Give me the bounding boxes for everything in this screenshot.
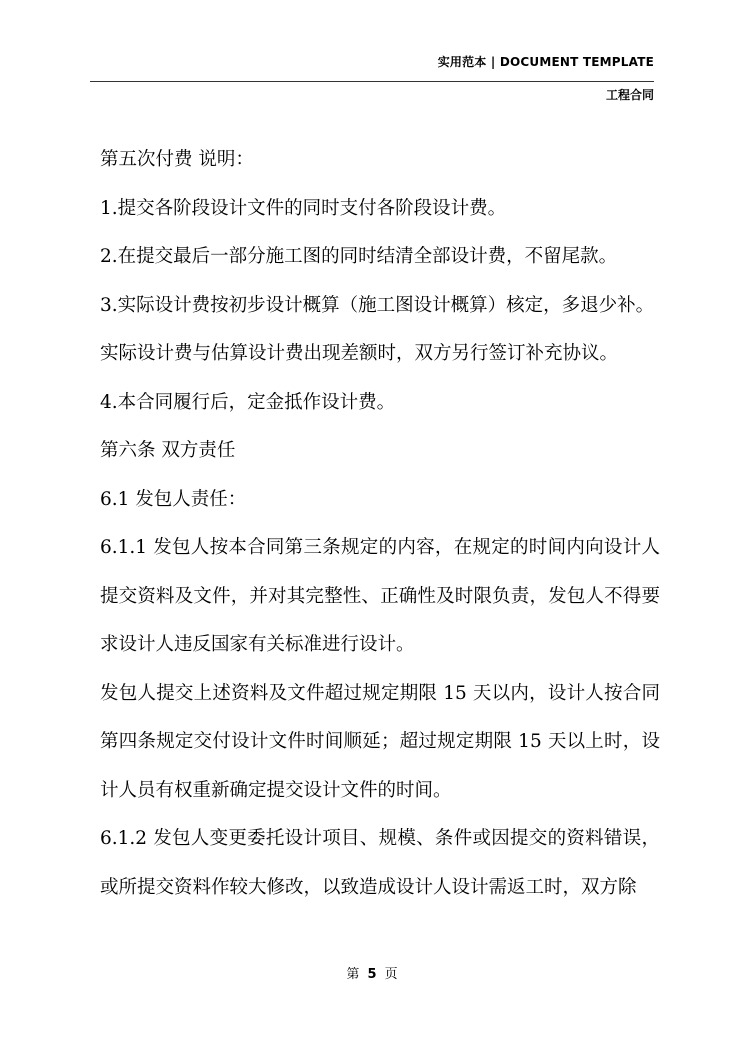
paragraph: 3.实际设计费按初步设计概算（施工图设计概算）核定，多退少补。 (100, 294, 655, 316)
page-number: 5 (367, 967, 377, 982)
page-number-suffix: 页 (384, 967, 398, 982)
document-body (100, 136, 660, 912)
paragraph: 4.本合同履行后，定金抵作设计费。 (100, 391, 396, 413)
paragraph: 实际设计费与估算设计费出现差额时，双方另行签订补充协议。 (100, 343, 619, 364)
subsection-heading: 6.1 发包人责任： (100, 488, 247, 510)
page-number-prefix: 第 (346, 967, 360, 982)
page-footer (0, 963, 744, 982)
section-heading: 第六条 双方责任 (100, 440, 236, 461)
paragraph: 发包人提交上述资料及文件超过规定期限 15 天以内，设计人按合同第四条规定交付设计文件时间顺延；超过规定期限 15 天以上时，设计人员有权重新确定提交设计文件的时间。 (100, 682, 660, 801)
page-header-doc-type: 工程合同 (605, 88, 654, 102)
header-divider (90, 81, 654, 82)
paragraph: 6.1.2 发包人变更委托设计项目、规模、条件或因提交的资料错误，或所提交资料作较大修改，以致造成设计人设计需返工时，双方除 (100, 828, 660, 898)
paragraph: 2.在提交最后一部分施工图的同时结清全部设计费，不留尾款。 (100, 246, 618, 267)
paragraph: 第五次付费 说明： (100, 149, 254, 170)
paragraph: 1.提交各阶段设计文件的同时支付各阶段设计费。 (100, 197, 507, 219)
page-header-template-label: 实用范本 | DOCUMENT TEMPLATE (437, 55, 654, 69)
paragraph: 6.1.1 发包人按本合同第三条规定的内容，在规定的时间内向设计人提交资料及文件，并对其完整性、正确性及时限负责，发包人不得要求设计人违反国家有关标准进行设计。 (100, 537, 660, 655)
